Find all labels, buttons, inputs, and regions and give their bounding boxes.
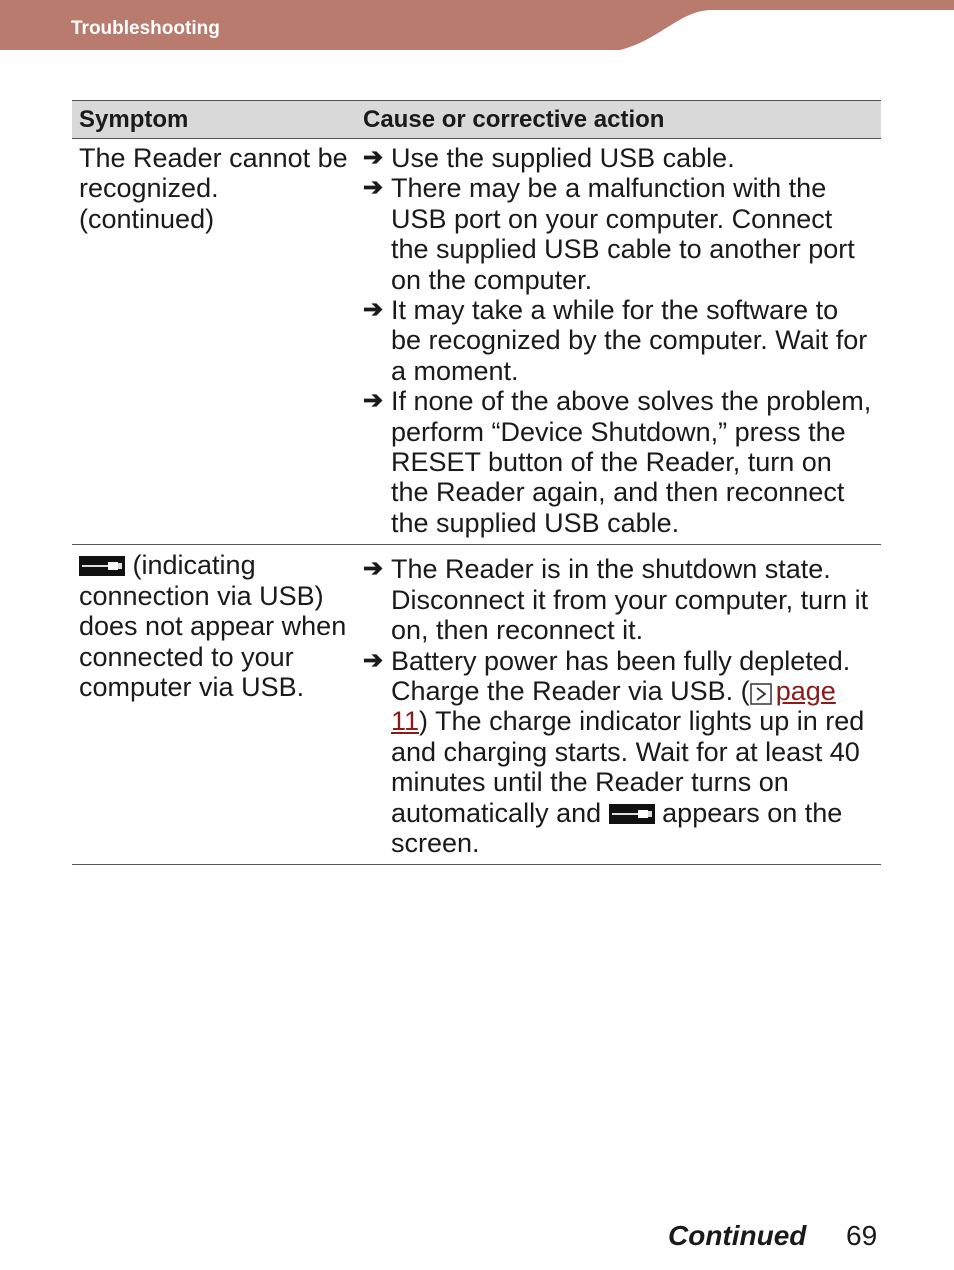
troubleshooting-table — [72, 100, 881, 865]
list-item — [363, 143, 874, 173]
list-item — [363, 554, 874, 645]
page-reference-icon — [750, 683, 772, 705]
page-11-link[interactable]: page 11 — [391, 675, 836, 737]
action-text: Battery power has been fully depleted. Charge the Reader via USB. ( — [391, 645, 851, 706]
usb-connection-icon — [609, 804, 655, 824]
arrow-icon: ➔ — [363, 646, 384, 674]
symptom-text: (indicating connection via USB) does not appear when connected to your computer via USB. — [79, 550, 347, 702]
header-symptom: Symptom — [72, 101, 356, 139]
action-text: Use the supplied USB cable. — [391, 143, 735, 173]
list-item — [363, 173, 874, 295]
table-row — [72, 545, 881, 865]
action-text: It may take a while for the software to be recognized by the computer. Wait for a moment. — [391, 295, 868, 386]
arrow-icon: ➔ — [363, 144, 384, 171]
header-cause: Cause or corrective action — [356, 101, 881, 139]
action-text: If none of the above solves the problem, perform “Device Shutdown,” press the RESET button of the Reader, turn on the Reader again, and then reconnect the supplied USB cable. — [391, 386, 872, 538]
arrow-icon: ➔ — [363, 296, 384, 324]
table-row — [72, 139, 881, 545]
action-text: appears on the screen. — [391, 797, 843, 858]
table-header-row — [72, 101, 881, 139]
action-list — [363, 143, 874, 538]
section-title: Troubleshooting — [71, 18, 220, 39]
action-text: There may be a malfunction with the USB port on your computer. Connect the supplied USB cable to another port on the computer. — [391, 173, 855, 295]
symptom-cell: The Reader cannot be recognized. (continued) — [72, 139, 356, 545]
arrow-icon: ➔ — [363, 174, 384, 202]
action-text: The Reader is in the shutdown state. Disconnect it from your computer, turn it on, then reconnect it. — [391, 554, 869, 646]
arrow-icon: ➔ — [363, 387, 384, 415]
continued-label: Continued — [668, 1220, 807, 1251]
action-text: ) The charge indicator lights up in red and charging starts. Wait for at least 40 minutes until the Reader turns on automatically and — [391, 706, 865, 828]
usb-connection-icon — [79, 556, 125, 576]
list-item — [363, 295, 874, 386]
list-item — [363, 646, 874, 859]
action-list — [363, 554, 874, 858]
list-item — [363, 386, 874, 538]
cause-cell — [356, 545, 881, 865]
arrow-icon: ➔ — [363, 555, 384, 583]
page-number: 69 — [846, 1220, 878, 1251]
cause-cell — [356, 139, 881, 545]
symptom-cell — [72, 545, 356, 865]
